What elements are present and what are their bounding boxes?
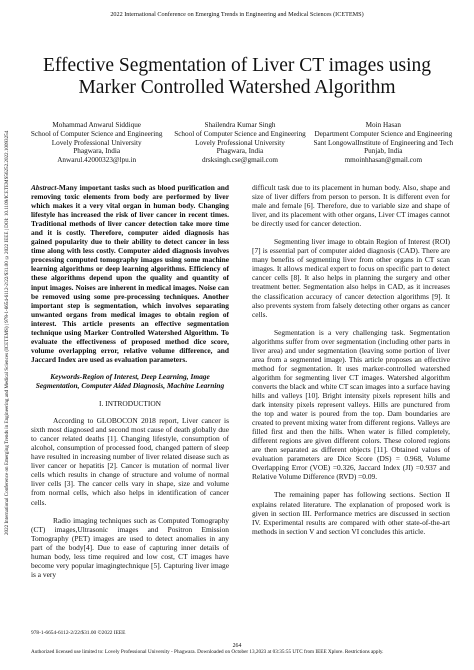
abstract-text: Many important tasks such as blood purification and removing toxic elements from body are performed by liver which makes it a very vital organ in human body. Changing lifestyle has increased the risk of liver cancer in recent times. Traditional methods of liver cancer detection take more time and it is costly. Therefore, computer aided diagnosis has gained popularity due to their ability to detect cancer in less time along with less costly. Computer aided diagnosis involves processing computed tomography images using some machine learning algorithms or deep learning algorithms. Efficiency of these algorithms depend upon the quality and quantity of input images. Noises are inherent in medical images. Noise can be removed using some pre-processing techniques. Another important step is segmentation, which involves separating unwanted organs from medical images to obtain region of interest. This article presents an effective segmentation technique using Marker Controlled Watershed Algorithm. To evaluate the effectiveness of proposed method dice score, volume overlapping error, relative volume difference, and Jaccard Index are used as evaluation parameters.	[31, 183, 229, 364]
abstract-lead: Abstract-	[31, 183, 59, 192]
paragraph: Radio imaging techniques such as Computed Tomography (CT) images,Ultrasonic images and Positron Emission Tomography (PET) images are used to detect anomalies in any part of the body[4]. Due to ease of capturing inner details of human body, less time required and low cost, CT images have become very popular imagingtechnique [5]. Capturing liver image is a very	[31, 515, 229, 579]
keywords: Keywords-Region of Interest, Deep Learning, Image Segmentation, Computer Aided Diagnosis, Machine Learning	[35, 371, 225, 390]
author-dept: School of Computer Science and Engineering	[174, 129, 306, 138]
author-org: Sant LongowalInstitute of Engineering and Tech	[313, 138, 454, 147]
page-number: 264	[232, 643, 242, 649]
paragraph: Segmentation is a very challenging task. Segmentation algorithms suffer from over segmentation (including other parts in liver area) and under segmentation (leaving some portion of liver area from a segmented image). This article proposes an effective method for segmentation. It uses marker-controlled watershed algorithm for segmenting liver CT images. Watershed algorithm converts the black and white CT scan images into a surface having hills and valleys [10]. Bright intensity pixels represent hills and dark intensity pixels represent valleys. Hills are punctured from the top and water is poured from the top. Dam boundaries are created to prevent mixing water from different regions. Valleys are filled first and then the hills. When water is filled completely, different regions are given different colors. These colored regions are then separated as different objects [11]. Obtained values of evaluation parameters are Dice Score (DS) = 0.968, Volume Overlapping Error (VOE) =0.326, Jaccard Index (JI) =0.937 and Relative Volume Difference (RVD) =0.09.	[252, 327, 450, 482]
author-dept: School of Computer Science and Engineering	[30, 129, 163, 138]
author-name: Shailendra Kumar Singh	[204, 121, 276, 129]
author-name: Moin Hasan	[365, 121, 401, 129]
paragraph: Segmenting liver image to obtain Region of Interest (ROI) [7] is essential part of computer aided diagnosis (CAD). There are many benefits of segmenting liver from other organs in CT scan images. It allows medical expert to focus on specific part to detect cancer cells [8]. It also helps in planning the surgery and other treatment better. Segmentation also helps in CAD, as it increases the classification accuracy of cancer detection algorithms [9]. It also prevents system from falsely detecting other organs as cancer cells.	[252, 237, 450, 319]
author-2	[168, 121, 311, 165]
author-1	[25, 121, 168, 165]
author-org: Lovely Professional University	[195, 138, 285, 147]
conference-header: 2022 International Conference on Emerging Trends in Engineering and Medical Sciences (ICETEMS)	[110, 11, 364, 18]
author-dept: Department Computer Science and Engineering	[314, 129, 453, 138]
footer-code: 978-1-6654-6112-2/22/$31.00 ©2022 IEEE	[31, 630, 126, 636]
title-line: Marker Controlled Watershed Algorithm	[78, 76, 396, 98]
author-block	[25, 121, 455, 165]
paragraph: The remaining paper has following sections. Section II explains related literature. The explanation of proposed work is given in section III. Performance metrics are discussed in section IV. Experimental results are compared with other state-of-the-art methods in section V and section VI concludes this article.	[252, 490, 450, 536]
author-email: mmoinhhasan@gmail.com	[344, 156, 423, 165]
paragraph: According to GLOBOCON 2018 report, Liver cancer is sixth most diagnosed and second most cause of death globally due to cancer related deaths [1]. Changing lifestyle, consumption of alcohol, consumption of processed food, changed pattern of sleep have resulted in increasing number of liver related disease such as liver cancer or hepatitis [2]. Cancer is mutation of normal liver cells which results in change of structure and volume of normal liver cells [3]. The cancer cells vary in shape, size and volume from normal cells, which also helps in identification of cancer cells.	[31, 416, 229, 507]
author-name: Mohammad Anwarul Siddique	[52, 121, 141, 129]
right-column	[252, 183, 450, 536]
author-org: Lovely Professional University	[51, 138, 142, 147]
paragraph: difficult task due to its placement in human body. Also, shape and size of liver differs from person to person. It is different even for male and female [6]. Therefore, due to variable size and shape of liver, and its placement with other organs, Liver CT images cannot be directly used for cancer detection.	[252, 183, 450, 229]
title-line: Effective Segmentation of Liver CT images using	[42, 55, 432, 76]
paper-title	[40, 55, 434, 98]
side-citation-text: 2022 International Conference on Emerging Trends in Engineering and Medical Sciences (ICETEMS) | 978-1-6654-6112-2/22/$31.00 ©2022 IEEE | DOI: 10.1109/ICETEMS56252.2022.10093254	[4, 130, 10, 536]
author-city: Phagwara, India	[73, 147, 121, 156]
abstract	[31, 183, 229, 364]
footer-license-note: Authorized licensed use limited to: Lovely Professional University - Phagwara. Downloaded on October 13,2023 at 03:35:55 UTC from IEEE Xplore. Restrictions apply.	[31, 649, 384, 655]
author-email: drsksingh.cse@gmail.com	[201, 156, 279, 165]
author-email: Anwarul.42000323@lpu.in	[57, 156, 137, 165]
left-column	[31, 183, 229, 579]
section-heading-introduction: I. INTRODUCTION	[99, 399, 161, 409]
author-3	[312, 121, 455, 165]
author-city: Punjab, India	[364, 147, 403, 156]
author-city: Phagwara, India	[216, 147, 264, 156]
